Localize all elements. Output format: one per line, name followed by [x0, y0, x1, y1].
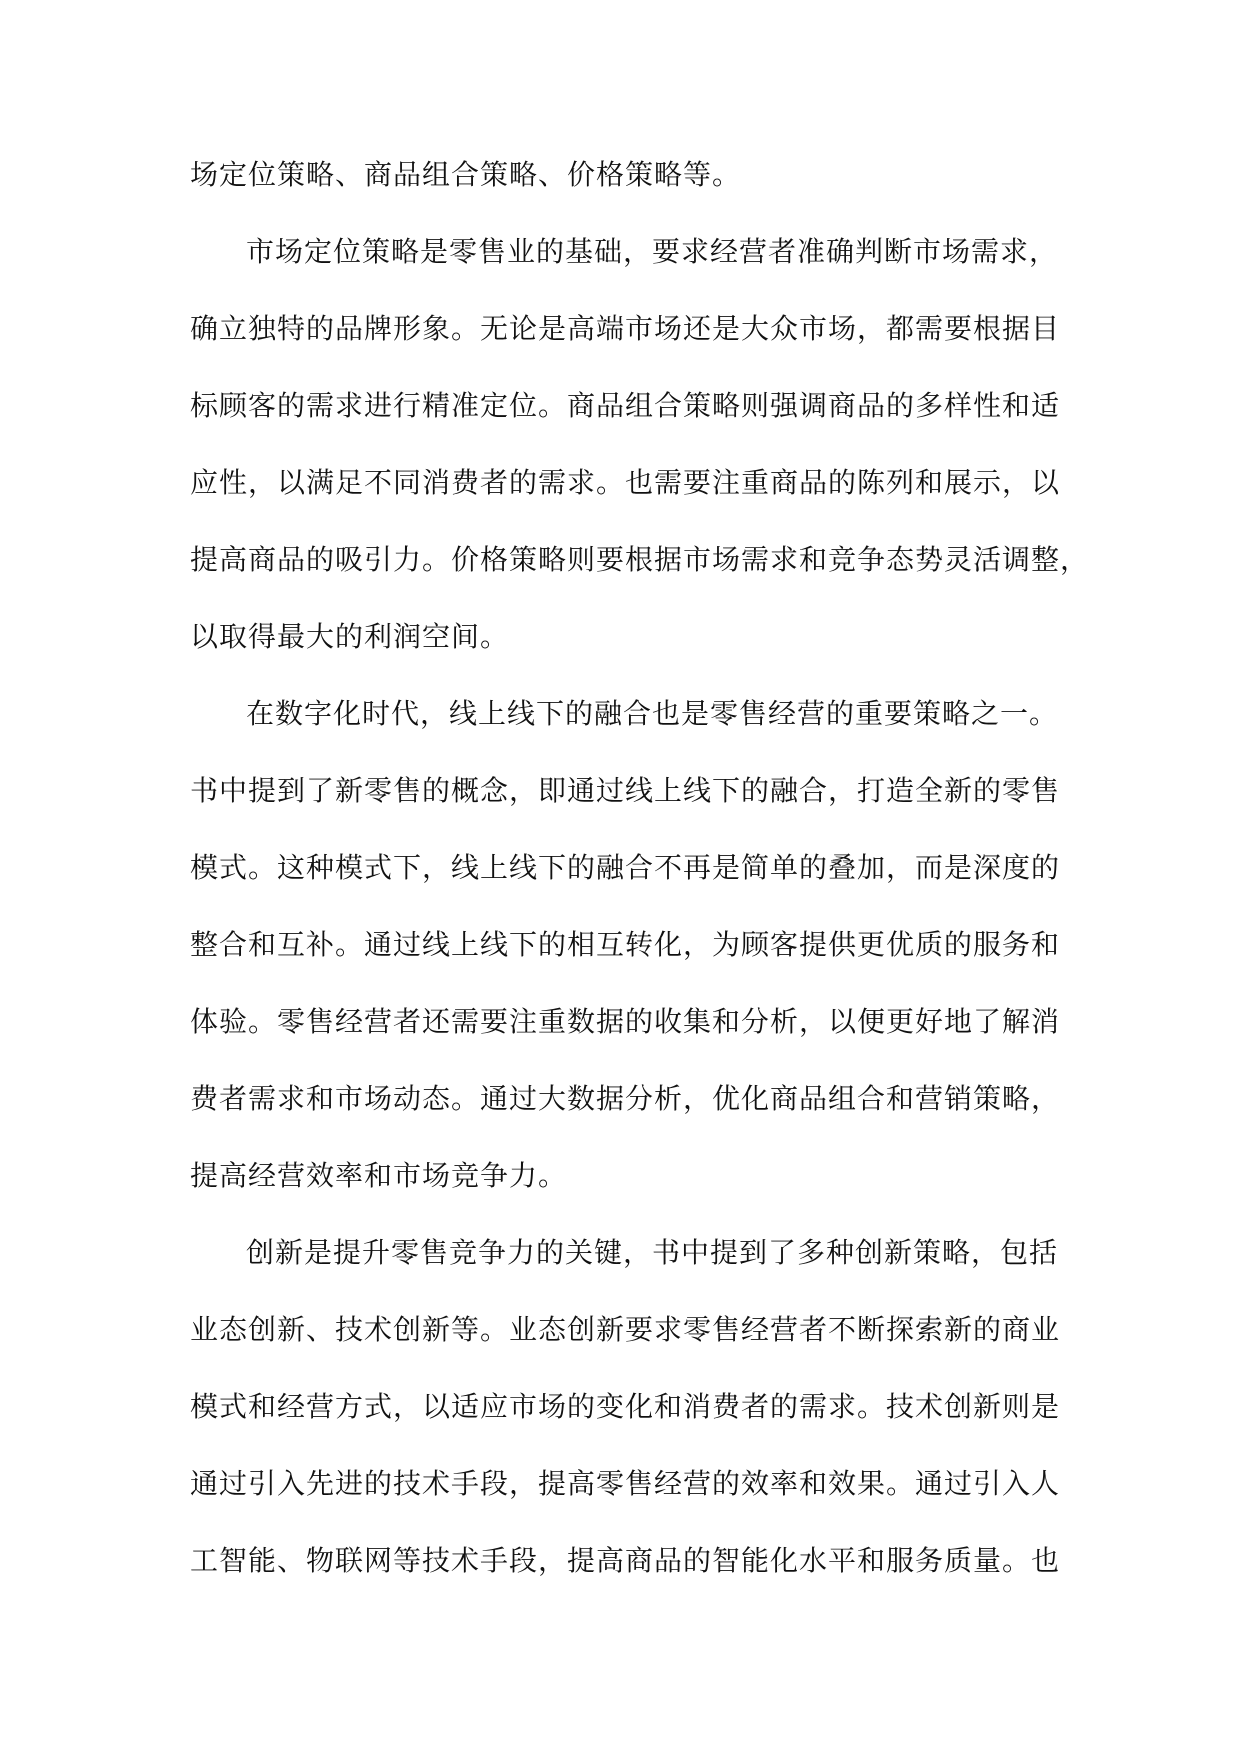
- text-line: 业态创新、技术创新等。业态创新要求零售经营者不断探索新的商业: [190, 1313, 1061, 1346]
- document-body: [190, 145, 1090, 1608]
- paragraph-start-line: 创新是提升零售竞争力的关键，书中提到了多种创新策略，包括: [246, 1236, 1059, 1269]
- text-line: 模式和经营方式，以适应市场的变化和消费者的需求。技术创新则是: [190, 1390, 1061, 1423]
- text-line: 模式。这种模式下，线上线下的融合不再是简单的叠加，而是深度的: [190, 851, 1061, 884]
- text-line: 整合和互补。通过线上线下的相互转化，为顾客提供更优质的服务和: [190, 928, 1061, 961]
- text-line: 提高商品的吸引力。价格策略则要根据市场需求和竞争态势灵活调整，: [190, 543, 1090, 576]
- text-line: 体验。零售经营者还需要注重数据的收集和分析，以便更好地了解消: [190, 1005, 1061, 1038]
- paragraph-start-line: 在数字化时代，线上线下的融合也是零售经营的重要策略之一。: [246, 697, 1059, 730]
- text-line: 标顾客的需求进行精准定位。商品组合策略则强调商品的多样性和适: [190, 389, 1061, 422]
- text-line: 以取得最大的利润空间。: [190, 620, 510, 653]
- text-line: 通过引入先进的技术手段，提高零售经营的效率和效果。通过引入人: [190, 1467, 1061, 1500]
- text-line: 费者需求和市场动态。通过大数据分析，优化商品组合和营销策略，: [190, 1082, 1061, 1115]
- text-line: 书中提到了新零售的概念，即通过线上线下的融合，打造全新的零售: [190, 774, 1061, 807]
- text-line: 确立独特的品牌形象。无论是高端市场还是大众市场，都需要根据目: [190, 312, 1061, 345]
- text-line: 提高经营效率和市场竞争力。: [190, 1159, 568, 1192]
- text-line: 场定位策略、商品组合策略、价格策略等。: [190, 158, 742, 191]
- paragraph-start-line: 市场定位策略是零售业的基础，要求经营者准确判断市场需求，: [246, 235, 1059, 268]
- text-line: 工智能、物联网等技术手段，提高商品的智能化水平和服务质量。也: [190, 1544, 1061, 1577]
- text-line: 应性，以满足不同消费者的需求。也需要注重商品的陈列和展示，以: [190, 466, 1061, 499]
